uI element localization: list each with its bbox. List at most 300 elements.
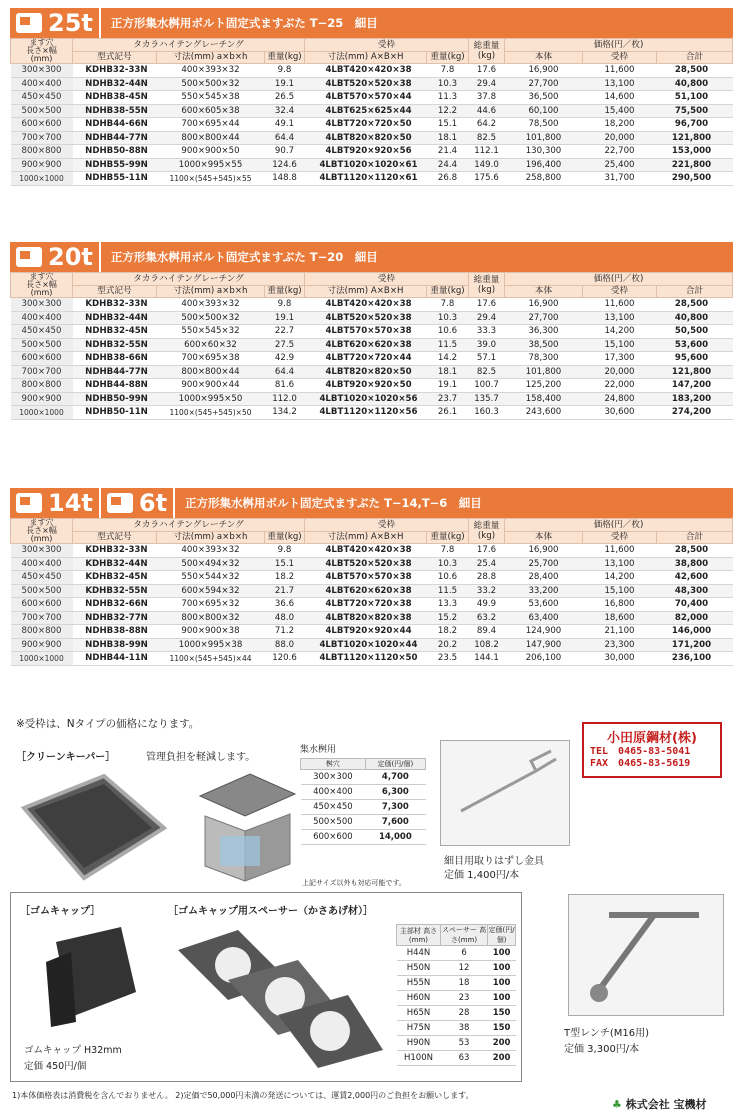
table-cell: 30,000 bbox=[583, 652, 657, 666]
table-row: H100N 63 200 bbox=[397, 1051, 516, 1066]
table-cell: 10.6 bbox=[427, 571, 469, 585]
table-cell: NDHB50-11N bbox=[73, 406, 157, 420]
table-cell: 1000×1000 bbox=[11, 172, 73, 186]
spacer-image bbox=[168, 920, 388, 1070]
rubber-label: ［ゴムキャップ］ bbox=[20, 906, 101, 917]
table-cell: 36,300 bbox=[505, 325, 583, 339]
table-cell: 400×393×32 bbox=[157, 64, 265, 78]
table-row bbox=[11, 652, 733, 666]
table-cell: NDHB44-77N bbox=[73, 365, 157, 379]
table-row bbox=[11, 557, 733, 571]
table-cell: 12.2 bbox=[427, 104, 469, 118]
table-cell: 550×545×38 bbox=[157, 91, 265, 105]
table-cell: 27.5 bbox=[265, 338, 305, 352]
table-cell: 13,100 bbox=[583, 311, 657, 325]
table-row: H50N 12 100 bbox=[397, 961, 516, 976]
table-cell: 800×800×44 bbox=[157, 131, 265, 145]
ton-badge bbox=[10, 8, 101, 38]
table-cell: 18.2 bbox=[265, 571, 305, 585]
table-cell: 600×605×38 bbox=[157, 104, 265, 118]
table-cell: 149.0 bbox=[469, 158, 505, 172]
table-cell: 135.7 bbox=[469, 392, 505, 406]
table-cell: 550×545×32 bbox=[157, 325, 265, 339]
table-cell: 120.6 bbox=[265, 652, 305, 666]
table-cell: 20.2 bbox=[427, 638, 469, 652]
footer-note: 1)本体価格表は消費税を含んでおりません。 2)定価で50,000円未満の発送については、運賃2,000円のご負担をお願いします。 bbox=[12, 1091, 474, 1100]
table-cell: 134.2 bbox=[265, 406, 305, 420]
spec-section-1 bbox=[10, 242, 733, 420]
table-cell: 27,700 bbox=[505, 77, 583, 91]
table-cell: KDHB32-33N bbox=[73, 298, 157, 312]
table-cell: 28.8 bbox=[469, 571, 505, 585]
table-cell: NDHB32-45N bbox=[73, 325, 157, 339]
table-cell: 29.4 bbox=[469, 311, 505, 325]
table-cell: 10.3 bbox=[427, 77, 469, 91]
table-cell: 60,100 bbox=[505, 104, 583, 118]
table-cell: NDHB32-55N bbox=[73, 338, 157, 352]
table-cell: 4LBT620×620×38 bbox=[305, 584, 427, 598]
ton-badge bbox=[10, 242, 101, 272]
table-cell: 50,500 bbox=[657, 325, 733, 339]
table-cell: 75,500 bbox=[657, 104, 733, 118]
table-cell: 13.3 bbox=[427, 598, 469, 612]
table-cell: 4LBT520×520×38 bbox=[305, 557, 427, 571]
table-row bbox=[11, 365, 733, 379]
spec-table: ます穴 長さ×幅 (mm) タカラハイテングレーチング 受枠 総重量 (kg) 価格(円／枚) 型式記号 寸法(mm) a×b×h 重量(kg) 寸法(mm) A×B×H 重量(kg) 本体 受枠 合計 300×300 KDHB32-33N 400×393×32 9.8 4LBT420×420×38 7.8 17.6 16,900 11,600 28,500 400×400 KDHB32-44N 500×494×32 15.1 4LBT520×520×38 10.3 25.4 25,700 13,100 38,800 450×450 KDHB32-45N 550×544×32 18.2 4LBT570×570×38 10.6 28.8 28,400 14,200 42,600 500×500 KDHB32-55N 600×594×32 21.7 4LBT620×620×38 11.5 33.2 33,200 15,100 48,300 600×600 NDHB32-66N 700×695×32 36.6 4LBT720×720×38 13.3 49.9 53,600 16,800 70,400 700×700 NDHB32-77N 800×800×32 48.0 4LBT820×820×38 15.2 63.2 63,400 18,600 82,000 800×800 NDHB38-88N 900×900×38 71.2 4LBT920×920×44 18.2 89.4 124,900 21,100 146,000 900×900 NDHB38-99N 1000×995×38 88.0 4LBT1020×1020×44 20.2 108.2 147,900 23,300 171,200 1000×1000 NDHB44-11N 1100×(545+545)×44 120.6 4LBT1120×1120×50 23.5 144.1 206,100 30,000 236,100 bbox=[10, 518, 733, 666]
table-cell: 1000×1000 bbox=[11, 652, 73, 666]
table-cell: 400×400 bbox=[11, 77, 73, 91]
table-cell: 17.6 bbox=[469, 544, 505, 558]
table-cell: 500×500×32 bbox=[157, 311, 265, 325]
table-cell: 11.5 bbox=[427, 584, 469, 598]
ton-label: 20t bbox=[48, 243, 93, 271]
clean-keeper-caption: 管理負担を軽減します。 bbox=[146, 752, 256, 763]
table-cell: 175.6 bbox=[469, 172, 505, 186]
table-cell: 36,500 bbox=[505, 91, 583, 105]
table-cell: 64.4 bbox=[265, 131, 305, 145]
table-cell: KDHB32-33N bbox=[73, 64, 157, 78]
table-cell: 49.9 bbox=[469, 598, 505, 612]
table-cell: 550×544×32 bbox=[157, 571, 265, 585]
catch-note: 上記サイズ以外も対応可能です。 bbox=[302, 879, 406, 887]
table-cell: 23.5 bbox=[427, 652, 469, 666]
table-cell: 1100×(545+545)×55 bbox=[157, 172, 265, 186]
table-row bbox=[11, 544, 733, 558]
table-cell: KDHB32-44N bbox=[73, 557, 157, 571]
clean-keeper-label: ［クリーンキーパー］ bbox=[16, 752, 116, 763]
table-cell: 18,200 bbox=[583, 118, 657, 132]
table-cell: 11,600 bbox=[583, 544, 657, 558]
table-cell: 33.3 bbox=[469, 325, 505, 339]
table-cell: 4LBT1120×1120×56 bbox=[305, 406, 427, 420]
table-cell: 53,600 bbox=[505, 598, 583, 612]
table-cell: 160.3 bbox=[469, 406, 505, 420]
table-row bbox=[11, 145, 733, 159]
table-cell: 171,200 bbox=[657, 638, 733, 652]
table-cell: 64.4 bbox=[265, 365, 305, 379]
table-cell: 42,600 bbox=[657, 571, 733, 585]
table-cell: 900×900×50 bbox=[157, 145, 265, 159]
table-cell: 121,800 bbox=[657, 131, 733, 145]
table-cell: 4LBT920×920×56 bbox=[305, 145, 427, 159]
table-cell: 4LBT570×570×38 bbox=[305, 325, 427, 339]
table-row bbox=[11, 379, 733, 393]
table-cell: 800×800×32 bbox=[157, 611, 265, 625]
table-cell: 900×900×38 bbox=[157, 625, 265, 639]
table-cell: 22,700 bbox=[583, 145, 657, 159]
table-cell: 4LBT920×920×50 bbox=[305, 379, 427, 393]
table-cell: 28,500 bbox=[657, 544, 733, 558]
table-cell: 23.7 bbox=[427, 392, 469, 406]
table-cell: 258,800 bbox=[505, 172, 583, 186]
wrench-price: 定価 3,300円/本 bbox=[564, 1044, 640, 1055]
table-cell: 121,800 bbox=[657, 365, 733, 379]
table-cell: 10.6 bbox=[427, 325, 469, 339]
table-cell: 400×393×32 bbox=[157, 544, 265, 558]
table-cell: 800×800 bbox=[11, 145, 73, 159]
table-cell: 1000×1000 bbox=[11, 406, 73, 420]
table-row bbox=[11, 104, 733, 118]
table-cell: 500×494×32 bbox=[157, 557, 265, 571]
table-row: 400×400 6,300 bbox=[301, 785, 426, 800]
table-cell: 39.0 bbox=[469, 338, 505, 352]
table-cell: 63,400 bbox=[505, 611, 583, 625]
table-cell: 130,300 bbox=[505, 145, 583, 159]
table-cell: 600×60×32 bbox=[157, 338, 265, 352]
table-cell: NDHB32-44N bbox=[73, 311, 157, 325]
table-cell: 900×900 bbox=[11, 158, 73, 172]
table-row bbox=[11, 392, 733, 406]
table-cell: 1000×995×38 bbox=[157, 638, 265, 652]
table-row: 300×300 4,700 bbox=[301, 770, 426, 785]
hook-name: 細目用取りはずし金具 bbox=[444, 856, 544, 867]
table-row bbox=[11, 77, 733, 91]
table-row bbox=[11, 625, 733, 639]
catch-table: 桝穴 定価(円/個) 300×300 4,700 400×400 6,300 450×450 7,300 500×500 7,600 600×600 14,000 bbox=[300, 758, 426, 845]
table-row bbox=[11, 64, 733, 78]
table-cell: 148.8 bbox=[265, 172, 305, 186]
table-cell: 4LBT570×570×38 bbox=[305, 571, 427, 585]
table-cell: 4LBT1020×1020×56 bbox=[305, 392, 427, 406]
table-cell: 600×600 bbox=[11, 598, 73, 612]
table-cell: 48,300 bbox=[657, 584, 733, 598]
table-cell: NDHB50-99N bbox=[73, 392, 157, 406]
table-cell: 90.7 bbox=[265, 145, 305, 159]
table-cell: 4LBT520×520×38 bbox=[305, 77, 427, 91]
table-cell: 82.5 bbox=[469, 131, 505, 145]
table-cell: 15,400 bbox=[583, 104, 657, 118]
table-cell: 22,000 bbox=[583, 379, 657, 393]
table-cell: 28,500 bbox=[657, 64, 733, 78]
table-cell: 9.8 bbox=[265, 544, 305, 558]
contact-tel: TEL 0465-83-5041 bbox=[590, 746, 691, 757]
table-cell: 101,800 bbox=[505, 131, 583, 145]
spec-section-2 bbox=[10, 488, 733, 666]
contact-fax: FAX 0465-83-5619 bbox=[590, 758, 691, 769]
table-cell: 4LBT920×920×44 bbox=[305, 625, 427, 639]
table-cell: 48.0 bbox=[265, 611, 305, 625]
table-row bbox=[11, 131, 733, 145]
table-row bbox=[11, 638, 733, 652]
table-cell: 700×700 bbox=[11, 611, 73, 625]
table-cell: 900×900×44 bbox=[157, 379, 265, 393]
table-cell: NDHB38-45N bbox=[73, 91, 157, 105]
table-cell: 4LBT720×720×50 bbox=[305, 118, 427, 132]
table-cell: NDHB32-44N bbox=[73, 77, 157, 91]
table-cell: 10.3 bbox=[427, 311, 469, 325]
table-cell: 16,900 bbox=[505, 544, 583, 558]
table-cell: 450×450 bbox=[11, 91, 73, 105]
hook-price: 定価 1,400円/本 bbox=[444, 870, 520, 881]
table-cell: 23,300 bbox=[583, 638, 657, 652]
contact-name: 小田原鋼材(株) bbox=[607, 731, 697, 746]
truck-icon bbox=[16, 493, 42, 513]
table-cell: 16,900 bbox=[505, 298, 583, 312]
table-cell: 20,000 bbox=[583, 131, 657, 145]
table-cell: 25.4 bbox=[469, 557, 505, 571]
table-cell: 21.4 bbox=[427, 145, 469, 159]
table-cell: 112.1 bbox=[469, 145, 505, 159]
table-cell: 21.7 bbox=[265, 584, 305, 598]
table-cell: 21,100 bbox=[583, 625, 657, 639]
table-cell: 144.1 bbox=[469, 652, 505, 666]
table-cell: 7.8 bbox=[427, 544, 469, 558]
table-cell: 400×400 bbox=[11, 557, 73, 571]
table-cell: 15,100 bbox=[583, 584, 657, 598]
table-cell: 19.1 bbox=[265, 311, 305, 325]
spec-table: ます穴 長さ×幅 (mm) タカラハイテングレーチング 受枠 総重量 (kg) 価格(円／枚) 型式記号 寸法(mm) a×b×h 重量(kg) 寸法(mm) A×B×H 重量(kg) 本体 受枠 合計 300×300 KDHB32-33N 400×393×32 9.8 4LBT420×420×38 7.8 17.6 16,900 11,600 28,500 400×400 NDHB32-44N 500×500×32 19.1 4LBT520×520×38 10.3 29.4 27,700 13,100 40,800 450×450 NDHB38-45N 550×545×38 26.5 4LBT570×570×44 11.3 37.8 36,500 14,600 51,100 500×500 NDHB38-55N 600×605×38 32.4 4LBT625×625×44 12.2 44.6 60,100 15,400 75,500 600×600 NDHB44-66N 700×695×44 49.1 4LBT720×720×50 15.1 64.2 78,500 18,200 96,700 700×700 NDHB44-77N 800×800×44 64.4 4LBT820×820×50 18.1 82.5 101,800 20,000 121,800 800×800 NDHB50-88N 900×900×50 90.7 4LBT920×920×56 21.4 112.1 130,300 22,700 153,000 900×900 NDHB55-99N 1000×995×55 124.6 4LBT1020×1020×61 24.4 149.0 196,400 25,400 221,800 1000×1000 NDHB55-11N 1100×(545+545)×55 148.8 4LBT1120×1120×61 26.8 175.6 258,800 31,700 290,500 bbox=[10, 38, 733, 186]
table-cell: 124.6 bbox=[265, 158, 305, 172]
table-cell: 700×695×44 bbox=[157, 118, 265, 132]
table-cell: 70,400 bbox=[657, 598, 733, 612]
table-cell: 600×594×32 bbox=[157, 584, 265, 598]
table-cell: 40,800 bbox=[657, 77, 733, 91]
table-cell: 4LBT820×820×38 bbox=[305, 611, 427, 625]
table-cell: 51,100 bbox=[657, 91, 733, 105]
table-cell: 11,600 bbox=[583, 64, 657, 78]
table-cell: 600×600 bbox=[11, 352, 73, 366]
table-cell: 18,600 bbox=[583, 611, 657, 625]
table-row: 450×450 7,300 bbox=[301, 800, 426, 815]
leaf-icon: ♣ bbox=[612, 1098, 622, 1111]
table-cell: 4LBT625×625×44 bbox=[305, 104, 427, 118]
table-cell: 9.8 bbox=[265, 298, 305, 312]
table-cell: 1000×995×55 bbox=[157, 158, 265, 172]
table-cell: 400×393×32 bbox=[157, 298, 265, 312]
table-cell: 125,200 bbox=[505, 379, 583, 393]
spacer-label: ［ゴムキャップ用スペーサー（かさあげ材）］ bbox=[168, 906, 373, 917]
table-cell: 290,500 bbox=[657, 172, 733, 186]
table-cell: 500×500 bbox=[11, 338, 73, 352]
table-cell: 500×500×32 bbox=[157, 77, 265, 91]
table-cell: NDHB44-88N bbox=[73, 379, 157, 393]
rubber-cap-image bbox=[26, 922, 146, 1032]
table-cell: 4LBT1020×1020×44 bbox=[305, 638, 427, 652]
table-cell: 700×695×38 bbox=[157, 352, 265, 366]
table-cell: 101,800 bbox=[505, 365, 583, 379]
ton-badge bbox=[10, 488, 101, 518]
table-cell: 18.2 bbox=[427, 625, 469, 639]
table-cell: 11.5 bbox=[427, 338, 469, 352]
table-cell: 63.2 bbox=[469, 611, 505, 625]
catch-title: 集水桝用 bbox=[300, 745, 337, 755]
table-row bbox=[11, 406, 733, 420]
table-cell: 1100×(545+545)×50 bbox=[157, 406, 265, 420]
table-cell: 4LBT1120×1120×50 bbox=[305, 652, 427, 666]
table-cell: 29.4 bbox=[469, 77, 505, 91]
table-cell: NDHB44-77N bbox=[73, 131, 157, 145]
table-cell: 300×300 bbox=[11, 544, 73, 558]
table-cell: 10.3 bbox=[427, 557, 469, 571]
table-cell: 15.1 bbox=[427, 118, 469, 132]
section-title: 正方形集水桝用ボルト固定式ますぶた T−14,T−6 細目 bbox=[185, 496, 482, 510]
clean-keeper-image bbox=[14, 768, 174, 888]
spec-section-0 bbox=[10, 8, 733, 186]
table-cell: 17.6 bbox=[469, 64, 505, 78]
table-cell: 243,600 bbox=[505, 406, 583, 420]
table-cell: 500×500 bbox=[11, 104, 73, 118]
table-cell: 4LBT1120×1120×61 bbox=[305, 172, 427, 186]
table-cell: 14,200 bbox=[583, 325, 657, 339]
table-cell: 450×450 bbox=[11, 325, 73, 339]
table-row bbox=[11, 158, 733, 172]
table-row bbox=[11, 298, 733, 312]
section-title: 正方形集水桝用ボルト固定式ますぶた T−25 細目 bbox=[110, 16, 378, 30]
table-cell: 196,400 bbox=[505, 158, 583, 172]
table-cell: 9.8 bbox=[265, 64, 305, 78]
table-cell: 26.1 bbox=[427, 406, 469, 420]
ton-label: 6t bbox=[138, 489, 168, 517]
table-cell: 236,100 bbox=[657, 652, 733, 666]
table-cell: 158,400 bbox=[505, 392, 583, 406]
table-cell: 13,100 bbox=[583, 557, 657, 571]
table-cell: 28,400 bbox=[505, 571, 583, 585]
table-cell: 146,000 bbox=[657, 625, 733, 639]
table-cell: 4LBT570×570×44 bbox=[305, 91, 427, 105]
catch-basin-image bbox=[190, 766, 300, 886]
table-row bbox=[11, 571, 733, 585]
table-row: 500×500 7,600 bbox=[301, 815, 426, 830]
table-cell: 450×450 bbox=[11, 571, 73, 585]
truck-icon bbox=[16, 247, 42, 267]
spacer-table: 主部材 高さ(mm) スペーサー 高さ(mm) 定価(円/個) H44N 6 100 H50N 12 100 H55N 18 100 H60N 23 100 H65N 28 150 H75N 38 150 H90N 53 200 H100N 63 200 bbox=[396, 924, 516, 1066]
table-cell: NDHB55-99N bbox=[73, 158, 157, 172]
table-row bbox=[11, 325, 733, 339]
table-cell: 38,800 bbox=[657, 557, 733, 571]
table-cell: 64.2 bbox=[469, 118, 505, 132]
table-row bbox=[11, 338, 733, 352]
wrench-name: T型レンチ(M16用) bbox=[564, 1028, 650, 1039]
table-cell: 108.2 bbox=[469, 638, 505, 652]
company-logo: ♣ 株式会社 宝機材 bbox=[612, 1098, 707, 1111]
table-cell: 183,200 bbox=[657, 392, 733, 406]
table-cell: 40,800 bbox=[657, 311, 733, 325]
table-cell: 4LBT1020×1020×61 bbox=[305, 158, 427, 172]
table-cell: 900×900 bbox=[11, 392, 73, 406]
table-cell: 15.2 bbox=[427, 611, 469, 625]
table-cell: NDHB50-88N bbox=[73, 145, 157, 159]
table-row: H90N 53 200 bbox=[397, 1036, 516, 1051]
table-cell: NDHB38-55N bbox=[73, 104, 157, 118]
table-row bbox=[11, 352, 733, 366]
truck-icon bbox=[107, 493, 133, 513]
table-cell: 147,200 bbox=[657, 379, 733, 393]
table-cell: 37.8 bbox=[469, 91, 505, 105]
frame-note: ※受枠は、Nタイプの価格になります。 bbox=[16, 718, 200, 730]
table-cell: NDHB44-66N bbox=[73, 118, 157, 132]
table-row bbox=[11, 584, 733, 598]
table-cell: 147,900 bbox=[505, 638, 583, 652]
table-cell: 153,000 bbox=[657, 145, 733, 159]
table-cell: 700×700 bbox=[11, 365, 73, 379]
table-cell: 26.5 bbox=[265, 91, 305, 105]
table-row bbox=[11, 598, 733, 612]
table-cell: 18.1 bbox=[427, 365, 469, 379]
table-cell: 28,500 bbox=[657, 298, 733, 312]
table-cell: 15,100 bbox=[583, 338, 657, 352]
table-row bbox=[11, 611, 733, 625]
table-cell: 11,600 bbox=[583, 298, 657, 312]
table-cell: 400×400 bbox=[11, 311, 73, 325]
table-cell: 1000×995×50 bbox=[157, 392, 265, 406]
table-cell: 900×900 bbox=[11, 638, 73, 652]
table-cell: 274,200 bbox=[657, 406, 733, 420]
table-cell: 15.1 bbox=[265, 557, 305, 571]
table-cell: 18.1 bbox=[427, 131, 469, 145]
table-cell: 24,800 bbox=[583, 392, 657, 406]
spec-table: ます穴 長さ×幅 (mm) タカラハイテングレーチング 受枠 総重量 (kg) 価格(円／枚) 型式記号 寸法(mm) a×b×h 重量(kg) 寸法(mm) A×B×H 重量(kg) 本体 受枠 合計 300×300 KDHB32-33N 400×393×32 9.8 4LBT420×420×38 7.8 17.6 16,900 11,600 28,500 400×400 NDHB32-44N 500×500×32 19.1 4LBT520×520×38 10.3 29.4 27,700 13,100 40,800 450×450 NDHB32-45N 550×545×32 22.7 4LBT570×570×38 10.6 33.3 36,300 14,200 50,500 500×500 NDHB32-55N 600×60×32 27.5 4LBT620×620×38 11.5 39.0 38,500 15,100 53,600 600×600 NDHB38-66N 700×695×38 42.9 4LBT720×720×44 14.2 57.1 78,300 17,300 95,600 700×700 NDHB44-77N 800×800×44 64.4 4LBT820×820×50 18.1 82.5 101,800 20,000 121,800 800×800 NDHB44-88N 900×900×44 81.6 4LBT920×920×50 19.1 100.7 125,200 22,000 147,200 900×900 NDHB50-99N 1000×995×50 112.0 4LBT1020×1020×56 23.7 135.7 158,400 24,800 183,200 1000×1000 NDHB50-11N 1100×(545+545)×50 134.2 4LBT1120×1120×56 26.1 160.3 243,600 30,600 274,200 bbox=[10, 272, 733, 420]
table-cell: 4LBT820×820×50 bbox=[305, 365, 427, 379]
table-cell: 33.2 bbox=[469, 584, 505, 598]
table-cell: 4LBT620×620×38 bbox=[305, 338, 427, 352]
table-cell: 24.4 bbox=[427, 158, 469, 172]
table-cell: 221,800 bbox=[657, 158, 733, 172]
table-cell: 4LBT720×720×44 bbox=[305, 352, 427, 366]
table-cell: NDHB32-66N bbox=[73, 598, 157, 612]
table-cell: 4LBT720×720×38 bbox=[305, 598, 427, 612]
table-cell: 100.7 bbox=[469, 379, 505, 393]
table-cell: NDHB38-66N bbox=[73, 352, 157, 366]
section-header bbox=[10, 8, 733, 38]
table-cell: 19.1 bbox=[265, 77, 305, 91]
table-cell: 4LBT420×420×38 bbox=[305, 64, 427, 78]
table-cell: NDHB38-99N bbox=[73, 638, 157, 652]
table-row: H75N 38 150 bbox=[397, 1021, 516, 1036]
rubber-price: 定価 450円/個 bbox=[24, 1061, 87, 1072]
table-row bbox=[11, 118, 733, 132]
table-cell: KDHB32-55N bbox=[73, 584, 157, 598]
table-cell: NDHB32-77N bbox=[73, 611, 157, 625]
table-row: H65N 28 150 bbox=[397, 1006, 516, 1021]
table-cell: KDHB32-45N bbox=[73, 571, 157, 585]
table-cell: 16,800 bbox=[583, 598, 657, 612]
table-cell: 36.6 bbox=[265, 598, 305, 612]
table-cell: 22.7 bbox=[265, 325, 305, 339]
table-row: H55N 18 100 bbox=[397, 976, 516, 991]
table-cell: 4LBT520×520×38 bbox=[305, 311, 427, 325]
table-cell: 78,300 bbox=[505, 352, 583, 366]
table-cell: 600×600 bbox=[11, 118, 73, 132]
table-cell: 89.4 bbox=[469, 625, 505, 639]
truck-icon bbox=[16, 13, 42, 33]
hook-image bbox=[440, 740, 570, 846]
table-cell: 38,500 bbox=[505, 338, 583, 352]
wrench-image bbox=[568, 894, 724, 1016]
table-cell: 7.8 bbox=[427, 64, 469, 78]
table-cell: 500×500 bbox=[11, 584, 73, 598]
table-cell: 4LBT820×820×50 bbox=[305, 131, 427, 145]
section-title: 正方形集水桝用ボルト固定式ますぶた T−20 細目 bbox=[110, 250, 378, 264]
